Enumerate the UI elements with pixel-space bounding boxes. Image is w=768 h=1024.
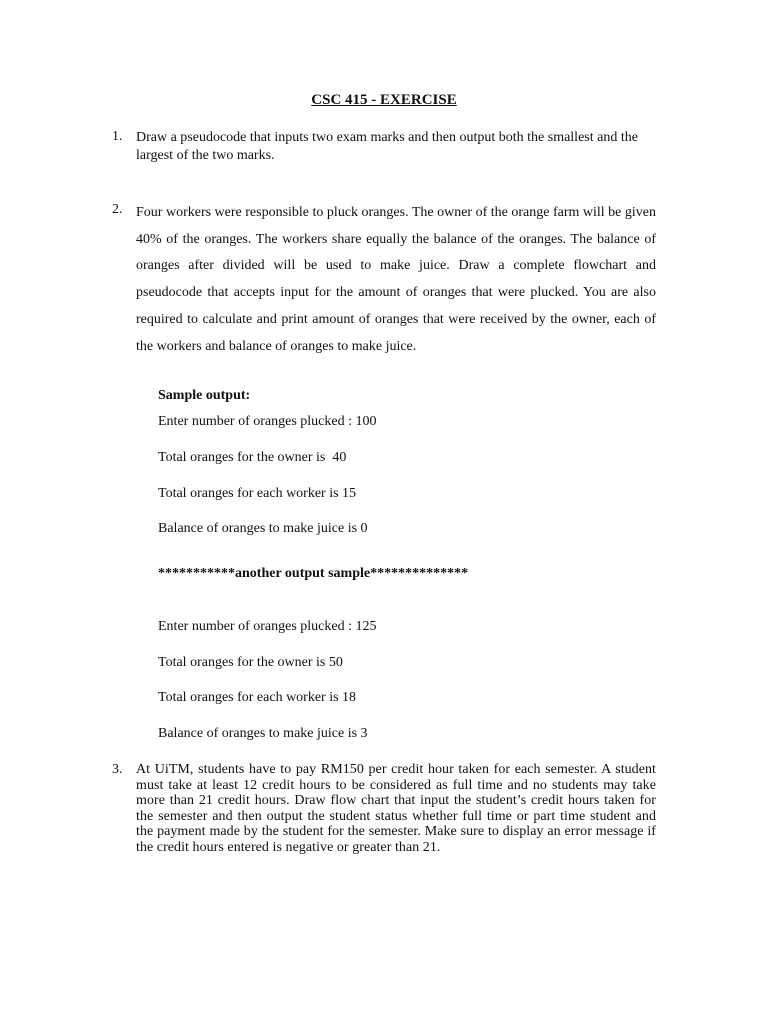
question-1-number: 1. [112, 129, 123, 144]
sample-line-1: Enter number of oranges plucked : 100 [158, 414, 377, 429]
sample-output-heading: Sample output: [158, 388, 251, 403]
question-2-number: 2. [112, 202, 123, 217]
question-3-number: 3. [112, 762, 123, 777]
question-1-text: Draw a pseudocode that inputs two exam marks and then output both the smallest and the largest of the two marks. [136, 130, 638, 163]
sample-line-2: Total oranges for the owner is 40 [158, 450, 347, 465]
sample-separator: ***********another output sample************** [158, 566, 469, 581]
question-3-text: At UiTM, students have to pay RM150 per credit hour taken for each semester. A student must take at least 12 credit hours to be considered as full time and no students may take more than 21 credit hours. Draw flow chart that input the student’s credit hours taken for the semester and then output the student status whether full time or part time student and the payment made by the student for the semester. Make sure to display an error message if the credit hours entered is negative or greater than 21. [136, 762, 656, 855]
sample2-line-3: Total oranges for each worker is 18 [158, 690, 357, 705]
page-title: CSC 415 - EXERCISE [311, 92, 457, 108]
sample2-line-2: Total oranges for the owner is 50 [158, 655, 343, 670]
sample-line-4: Balance of oranges to make juice is 0 [158, 521, 368, 536]
question-2-text: Four workers were responsible to pluck oranges. The owner of the orange farm will be given 40% of the oranges. The workers share equally the balance of the oranges. The balance of oranges after divided will be used to make juice. Draw a complete flowchart and pseudocode that accepts input for the amount of oranges that were plucked. You are also required to calculate and print amount of oranges that were received by the owner, each of the workers and balance of oranges to make juice. [136, 205, 656, 354]
sample2-line-1: Enter number of oranges plucked : 125 [158, 619, 377, 634]
sample-line-3: Total oranges for each worker is 15 [158, 486, 357, 501]
sample2-line-4: Balance of oranges to make juice is 3 [158, 726, 368, 741]
